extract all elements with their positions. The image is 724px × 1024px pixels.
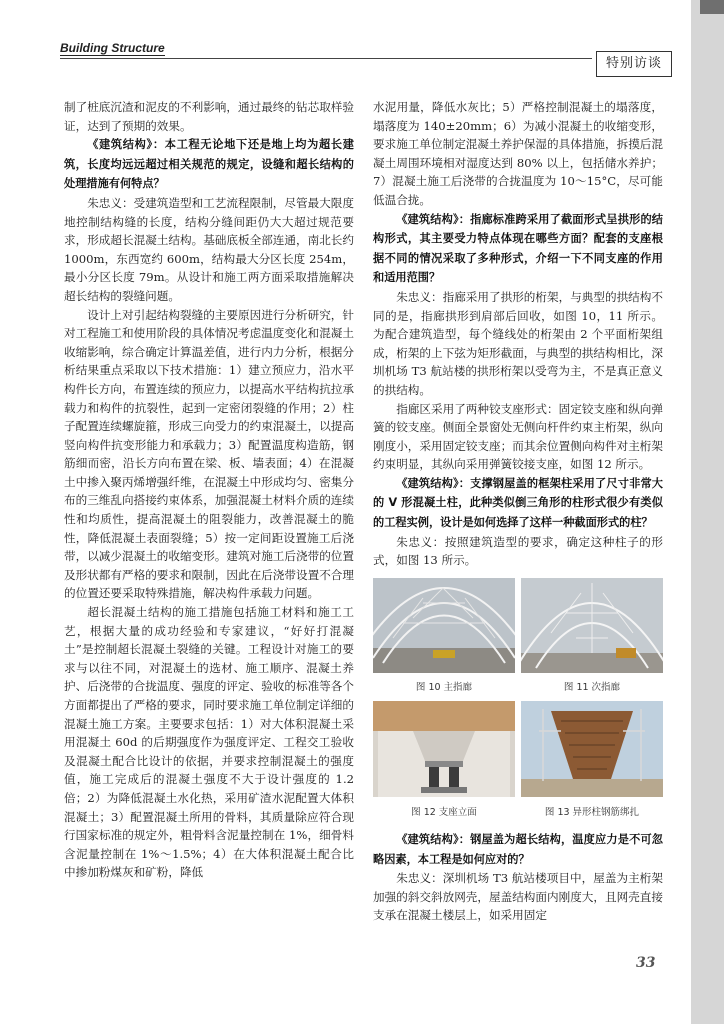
interviewer-label: 《建筑结构》： xyxy=(87,138,165,152)
figure-caption: 图 12 支座立面 xyxy=(411,807,477,819)
answer-text: 深圳机场 T3 航站楼项目中，屋盖为主桁架加强的斜交斜放网壳，屋盖结构面内刚度大，且网壳直接支承在混凝土楼层上，如采用固定 xyxy=(373,871,663,923)
paragraph: 设计上对引起结构裂缝的主要原因进行分析研究，针对工程施工和使用阶段的具体情况考虑温度变化和混凝土收缩影响，综合确定计算温差值，进行内力分析，根据分析结果重点采取以下技术措施：1）建立预应力，沿水平构件长方向，布置连续的预应力，以提高水平结构抗拉承载力和构件的抗裂性，起到一定密闭裂缝的作用；2）柱子配置连续螺旋箍，形成三向受力的约束混凝土，以提高竖向构件抗变形能力和承载力；3）配置温度构造筋，钢筋细而密，沿长方向布置在梁、板、墙表面；4）在混凝土中掺入聚丙烯增强纤维，在混凝土中形成均匀、密集分布的三维乱向搭接约束体系，加强混凝土材料介质的连续性和均质性，提高混凝土的阻裂能力，改善混凝土的脆性，降低混凝土表面裂缝；5）按一定间距设置施工后浇带，以减少混凝土的收缩变形。建筑对施工后浇带的位置及形状都有严格的要求和限制，因此在后浇带设置不合理的位置还要采取特殊措施，解决构件承载力问题。 xyxy=(64,307,354,601)
figure-13 xyxy=(521,701,663,826)
answer-text: 受建筑造型和工艺流程限制，尽管最大限度地控制结构缝的长度，结构分缝间距仍大大超过规范要求，形成超长混凝土结构。基础底板全部连通，南北长约 1000m，东西宽约 600m，结构最大分区长度 254m，最小分区长度 79m。从设计和施工两方面采取措施解决超长结构的裂缝问题。 xyxy=(64,195,354,303)
interviewee-label: 朱忠义： xyxy=(396,289,443,304)
figure-12 xyxy=(373,701,515,826)
figure-caption: 图 11 次指廊 xyxy=(563,682,621,694)
answer-4 xyxy=(373,869,663,925)
interviewer-label: 《建筑结构》： xyxy=(396,476,471,490)
figure-caption: 图 10 主指廊 xyxy=(415,682,473,694)
right-column xyxy=(373,98,663,925)
answer-1 xyxy=(64,194,354,306)
answer-3 xyxy=(373,533,663,570)
section-label: 特别访谈 xyxy=(596,51,672,77)
paragraph: 指廊区采用了两种铰支座形式：固定铰支座和纵向弹簧的铰支座。侧面全景窗处无侧向杆件约束主桁架，纵向刚度小，采用固定铰支座；而其余位置侧向构件对主桁架约束明显，其纵向采用弹簧铰接支座，如图 12 所示。 xyxy=(373,401,663,472)
paragraph: 制了桩底沉渣和泥皮的不利影响，通过最终的钻芯取样验证，达到了预期的效果。 xyxy=(64,100,354,133)
question-1 xyxy=(64,135,354,194)
secondary-concourse-photo xyxy=(521,578,663,673)
question-text: 指廊标准跨采用了截面形式呈拱形的结构形式，其主要受力特点体现在哪些方面？配套的支座根据不同的情况采取了多种形式，介绍一下不同支座的作用和适用范围？ xyxy=(373,212,663,285)
paragraph: 超长混凝土结构的施工措施包括施工材料和施工工艺，根据大量的成功经验和专家建议，“好好打混凝土”是控制超长混凝土裂缝的关键。工程设计对施工的要求与以往不同，对混凝土的选材、施工顺序、混凝土养护、后浇带的合拢温度、强度的评定、验收的标准等各个方面都提出了严格的要求，同时要求施工单位制定详细的混凝土施工方案。主要要求包括：1）对大体积混凝土采用混凝土 60d 的后期强度作为强度评定、工程交工验收及混凝土配合比设计的依据，并要求控制混凝土的强度值，施工完成后的混凝土强度不大于设计强度的 1.2 倍；2）为降低混凝土水化热，采用矿渣水泥配置大体积混凝土；3）配置混凝土所用的骨料，其质量除应符合现行国家标准的规定外，粗骨料含泥量控制在 1%，细骨料含泥量控制在 1%～1.5%；4）在大体积混凝土配合比中掺加粉煤灰和矿粉，降低 xyxy=(64,605,354,880)
header-rule xyxy=(60,58,592,59)
main-concourse-photo xyxy=(373,578,515,673)
figure-grid xyxy=(373,578,663,826)
page-edge-bar xyxy=(691,0,724,1024)
question-text: 支撑钢屋盖的框架柱采用了尺寸非常大的 V 形混凝土柱，此种类似倒三角形的柱形式很少有类似的工程实例，设计是如何选择了这样一种截面形式的柱？ xyxy=(373,476,663,530)
interviewee-label: 朱忠义： xyxy=(396,534,445,549)
special-column-rebar-photo xyxy=(521,701,663,797)
figure-11 xyxy=(521,578,663,702)
question-text: 本工程无论地下还是地上均为超长建筑，长度均远远超过相关规范的规定，设缝和超长结构的处理措施有何特点？ xyxy=(64,138,354,191)
answer-text: 指廊采用了拱形的桁架，与典型的拱结构不同的是，指廊拱形到肩部后回收，如图 10，11 所示。为配合建筑造型，每个缝线处的桁架由 2 个平面桁架组成，桁架的上下弦为矩形截面，与典型的拱结构相比，深圳机场 T3 航站楼的拱形桁架以受弯为主，不是真正意义的拱结构。 xyxy=(373,289,663,397)
question-4 xyxy=(373,830,663,869)
question-3 xyxy=(373,474,663,533)
page-edge-tab xyxy=(700,0,724,14)
figure-10 xyxy=(373,578,515,702)
paragraph: 水泥用量，降低水灰比；5）严格控制混凝土的塌落度，塌落度为 140±20mm；6）为减小混凝土的收缩变形，要求施工单位制定混凝土养护保湿的具体措施，拆摸后混凝土周围环境相对湿度达到 80% 以上，包括储水养护；7）混凝土施工后浇带的合拢温度为 10～15°C，尽可能低温合拢。 xyxy=(373,100,663,207)
question-text: 钢屋盖为超长结构，温度应力是不可忽略因素，本工程是如何应对的？ xyxy=(373,833,663,866)
journal-title: Building Structure xyxy=(60,41,165,55)
interviewer-label: 《建筑结构》： xyxy=(396,833,471,847)
page-number: 33 xyxy=(636,955,656,971)
bearing-elevation-photo xyxy=(373,701,515,797)
interviewee-label: 朱忠义： xyxy=(396,871,443,886)
interviewer-label: 《建筑结构》： xyxy=(396,212,471,226)
question-2 xyxy=(373,210,663,288)
left-column xyxy=(64,98,354,882)
answer-2 xyxy=(373,288,663,400)
answer-text: 按照建筑造型的要求，确定这种柱子的形式，如图 13 所示。 xyxy=(373,534,663,568)
figure-caption: 图 13 异形柱钢筋绑扎 xyxy=(544,807,640,819)
interviewee-label: 朱忠义： xyxy=(87,195,134,210)
